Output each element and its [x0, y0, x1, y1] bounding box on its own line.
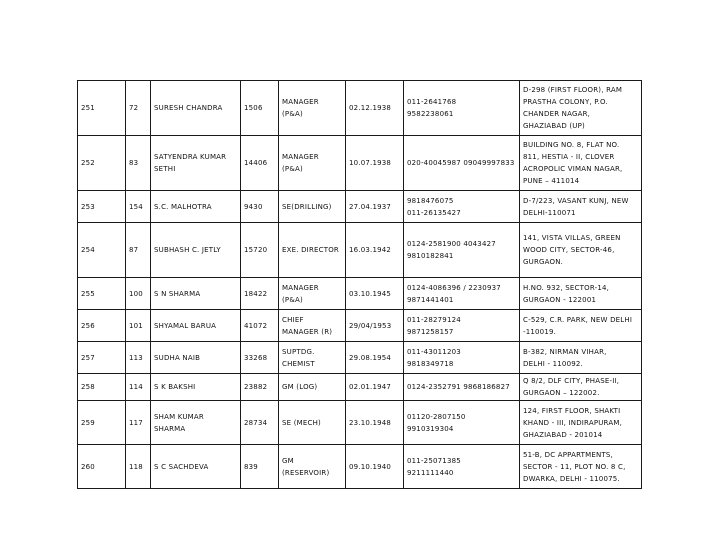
serial-number-cell: 254: [78, 223, 126, 278]
designation-cell: GM (LOG): [279, 374, 346, 401]
code-cell: 33268: [241, 342, 279, 374]
code-cell: 41072: [241, 310, 279, 342]
id-cell: 100: [126, 278, 151, 310]
table-row: [78, 81, 642, 136]
address-cell: B-382, NIRMAN VIHAR, DELHI - 110092.: [520, 342, 642, 374]
phone-cell: 011-43011203 9818349718: [404, 342, 520, 374]
name-cell: S N SHARMA: [151, 278, 241, 310]
id-cell: 114: [126, 374, 151, 401]
table-row: [78, 310, 642, 342]
id-cell: 154: [126, 191, 151, 223]
name-cell: SURESH CHANDRA: [151, 81, 241, 136]
date-of-birth-cell: 27.04.1937: [346, 191, 404, 223]
table-row: [78, 278, 642, 310]
designation-cell: SUPTDG. CHEMIST: [279, 342, 346, 374]
date-of-birth-cell: 02.01.1947: [346, 374, 404, 401]
code-cell: 1506: [241, 81, 279, 136]
designation-cell: MANAGER (P&A): [279, 81, 346, 136]
address-cell: Q 8/2, DLF CITY, PHASE-II, GURGAON – 122002.: [520, 374, 642, 401]
address-cell: 51-B, DC APPARTMENTS, SECTOR - 11, PLOT NO. 8 C, DWARKA, DELHI - 110075.: [520, 445, 642, 489]
name-cell: SHAM KUMAR SHARMA: [151, 401, 241, 445]
phone-cell: 9818476075 011-26135427: [404, 191, 520, 223]
table-row: [78, 374, 642, 401]
code-cell: 15720: [241, 223, 279, 278]
id-cell: 83: [126, 136, 151, 191]
phone-cell: 0124-4086396 / 2230937 9871441401: [404, 278, 520, 310]
phone-cell: 011-28279124 9871258157: [404, 310, 520, 342]
table-row: [78, 136, 642, 191]
serial-number-cell: 258: [78, 374, 126, 401]
serial-number-cell: 251: [78, 81, 126, 136]
address-cell: D-7/223, VASANT KUNJ, NEW DELHI-110071: [520, 191, 642, 223]
table-row: [78, 191, 642, 223]
date-of-birth-cell: 09.10.1940: [346, 445, 404, 489]
table-row: [78, 342, 642, 374]
serial-number-cell: 259: [78, 401, 126, 445]
id-cell: 101: [126, 310, 151, 342]
date-of-birth-cell: 02.12.1938: [346, 81, 404, 136]
phone-cell: 011-25071385 9211111440: [404, 445, 520, 489]
name-cell: S.C. MALHOTRA: [151, 191, 241, 223]
code-cell: 14406: [241, 136, 279, 191]
phone-cell: 0124-2581900 4043427 9810182841: [404, 223, 520, 278]
name-cell: SHYAMAL BARUA: [151, 310, 241, 342]
serial-number-cell: 255: [78, 278, 126, 310]
date-of-birth-cell: 29/04/1953: [346, 310, 404, 342]
name-cell: SATYENDRA KUMAR SETHI: [151, 136, 241, 191]
code-cell: 23882: [241, 374, 279, 401]
designation-cell: SE (MECH): [279, 401, 346, 445]
members-table: [77, 80, 642, 489]
phone-cell: 011-2641768 9582238061: [404, 81, 520, 136]
table-row: [78, 401, 642, 445]
address-cell: 141, VISTA VILLAS, GREEN WOOD CITY, SECTOR-46, GURGAON.: [520, 223, 642, 278]
address-cell: C-529, C.R. PARK, NEW DELHI -110019.: [520, 310, 642, 342]
id-cell: 113: [126, 342, 151, 374]
designation-cell: MANAGER (P&A): [279, 278, 346, 310]
address-cell: H.NO. 932, SECTOR-14, GURGAON - 122001: [520, 278, 642, 310]
name-cell: SUBHASH C. JETLY: [151, 223, 241, 278]
date-of-birth-cell: 29.08.1954: [346, 342, 404, 374]
id-cell: 117: [126, 401, 151, 445]
id-cell: 72: [126, 81, 151, 136]
serial-number-cell: 252: [78, 136, 126, 191]
code-cell: 839: [241, 445, 279, 489]
code-cell: 9430: [241, 191, 279, 223]
date-of-birth-cell: 16.03.1942: [346, 223, 404, 278]
name-cell: S C SACHDEVA: [151, 445, 241, 489]
serial-number-cell: 253: [78, 191, 126, 223]
document-page: [77, 80, 642, 489]
name-cell: SUDHA NAIB: [151, 342, 241, 374]
name-cell: S K BAKSHI: [151, 374, 241, 401]
designation-cell: SE(DRILLING): [279, 191, 346, 223]
phone-cell: 0124-2352791 9868186827: [404, 374, 520, 401]
address-cell: D-298 (FIRST FLOOR), RAM PRASTHA COLONY, P.O. CHANDER NAGAR, GHAZIABAD (UP): [520, 81, 642, 136]
code-cell: 28734: [241, 401, 279, 445]
designation-cell: CHIEF MANAGER (R): [279, 310, 346, 342]
designation-cell: EXE. DIRECTOR: [279, 223, 346, 278]
table-row: [78, 223, 642, 278]
date-of-birth-cell: 23.10.1948: [346, 401, 404, 445]
phone-cell: 01120-2807150 9910319304: [404, 401, 520, 445]
designation-cell: MANAGER (P&A): [279, 136, 346, 191]
serial-number-cell: 260: [78, 445, 126, 489]
id-cell: 87: [126, 223, 151, 278]
serial-number-cell: 256: [78, 310, 126, 342]
phone-cell: 020-40045987 09049997833: [404, 136, 520, 191]
table-row: [78, 445, 642, 489]
designation-cell: GM (RESERVOIR): [279, 445, 346, 489]
address-cell: BUILDING NO. 8, FLAT NO. 811, HESTIA - II, CLOVER ACROPOLIC VIMAN NAGAR, PUNE – 411014: [520, 136, 642, 191]
id-cell: 118: [126, 445, 151, 489]
serial-number-cell: 257: [78, 342, 126, 374]
address-cell: 124, FIRST FLOOR, SHAKTI KHAND - III, INDIRAPURAM, GHAZIABAD - 201014: [520, 401, 642, 445]
code-cell: 18422: [241, 278, 279, 310]
date-of-birth-cell: 03.10.1945: [346, 278, 404, 310]
date-of-birth-cell: 10.07.1938: [346, 136, 404, 191]
